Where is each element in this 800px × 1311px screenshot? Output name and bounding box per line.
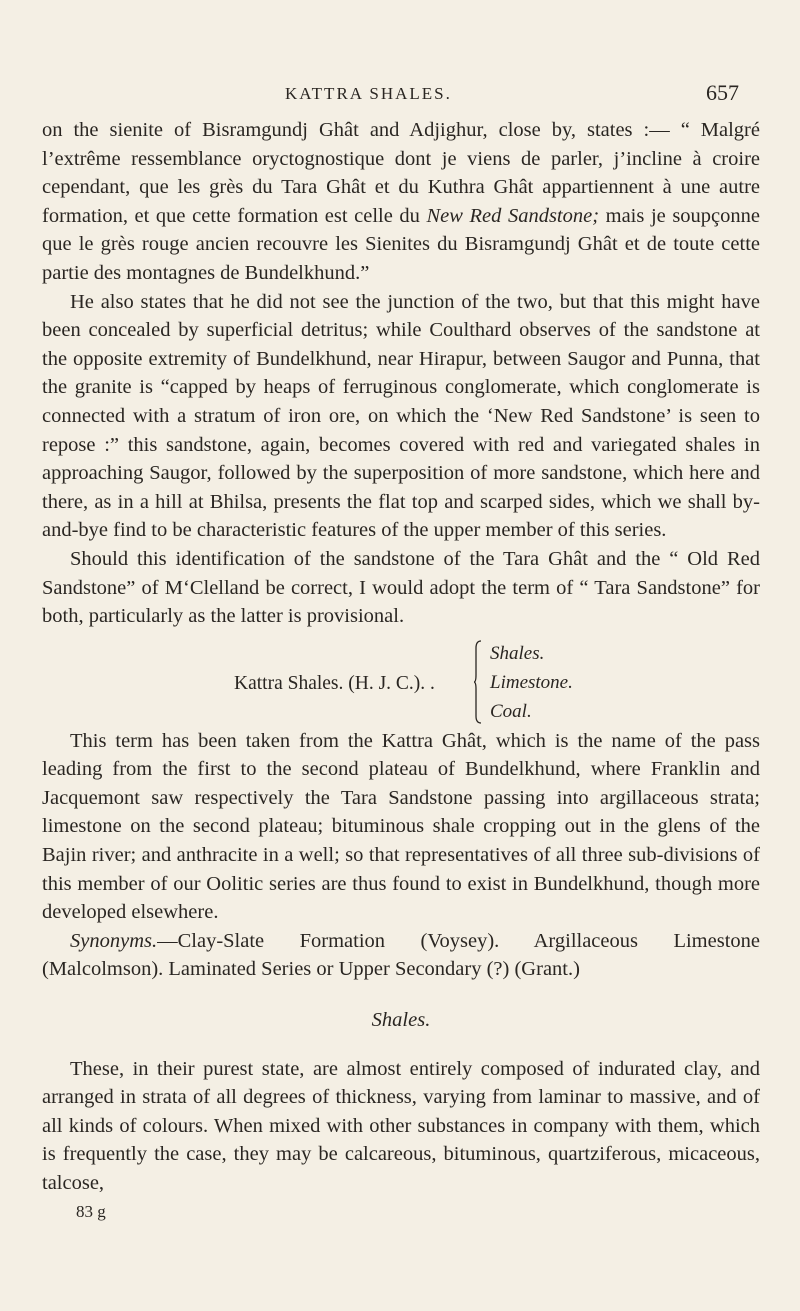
body-text [42, 116, 760, 1226]
signature-mark: 83 g [76, 1201, 106, 1221]
classification-label: Kattra Shales. (H. J. C.). . [234, 672, 435, 694]
synonyms-text: —Clay-Slate Formation (Voysey). Argillaceous Limestone (Malcolmson). Laminated Series or Upper Secondary (?) (Grant.) [42, 929, 760, 981]
classification-item-shales: Shales. [490, 642, 545, 664]
paragraph-shales-description: These, in their purest state, are almost entirely composed of indurated clay, and arranged in strata of all degrees of thickness, varying from laminar to massive, and of all kinds of colours. When mixed with other substances in company with them, which is frequently the case, they may be calcareous, bituminous, quartziferous, micaceous, talcose, [42, 1057, 760, 1194]
brace-icon [474, 640, 482, 724]
page-number: 657 [706, 80, 739, 105]
quote-text-part-2: mais je soupçonne que le grès rouge ancien recouvre les Sienites du Bisramgundj Ghât et de toute cette partie des montagnes de Bundelkhund.” [42, 204, 760, 284]
classification-block [42, 637, 760, 727]
quote-emphasis: New Red Sandstone; [426, 204, 600, 227]
classification-item-coal: Coal. [490, 700, 532, 722]
classification-items [490, 639, 573, 726]
running-head-title: KATTRA SHALES. [285, 84, 452, 103]
synonyms-label: Synonyms. [70, 929, 158, 952]
section-heading-shales: Shales. [371, 1009, 431, 1032]
paragraph-identification: Should this identification of the sandstone of the Tara Ghât and the “ Old Red Sandstone” of M‘Clelland be correct, I would adopt the term of “ Tara Sandstone” for both, particularly as the latter is provisional. [42, 547, 760, 628]
running-head [0, 80, 800, 110]
classification-item-limestone: Limestone. [490, 671, 573, 693]
quote-text-part-1: on the sienite of Bisramgundj Ghât and Adjighur, close by, states :— “ Malgré l’extrême ressemblance oryctognostique dont je viens de parler, j’incline à croire cependant, que les grès du Tara Ghât et du Kuthra Ghât appartiennent à une autre formation, et que cette formation est celle du [42, 119, 760, 227]
paragraph-term-origin: This term has been taken from the Kattra Ghât, which is the name of the pass leading from the first to the second plateau of Bundelkhund, where Franklin and Jacquemont saw respectively the Tara Sandstone passing into argillaceous strata; limestone on the second plateau; bituminous shale cropping out in the glens of the Bajin river; and anthracite in a well; so that representatives of all three sub-divisions of this member of our Oolitic series are thus found to exist in Bundelkhund, though more developed elsewhere. [42, 729, 760, 924]
paragraph-quote-continuation [42, 116, 760, 288]
paragraph-synonyms [42, 927, 760, 984]
paragraph-coulthard: He also states that he did not see the junction of the two, but that this might have been concealed by superficial detritus; while Coulthard observes of the sandstone at the opposite extremity of Bundelkhund, near Hirapur, between Saugor and Punna, that the granite is “capped by heaps of ferruginous conglomerate, which conglomerate is connected with a stratum of iron ore, on which the ‘New Red Sandstone’ is seen to repose :” this sandstone, again, becomes covered with red and variegated shales in approaching Saugor, followed by the superposition of more sandstone, which here and there, as in a hill at Bhilsa, presents the flat top and scarped sides, which we shall by-and-bye find to be characteristic features of the upper member of this series. [42, 290, 760, 542]
